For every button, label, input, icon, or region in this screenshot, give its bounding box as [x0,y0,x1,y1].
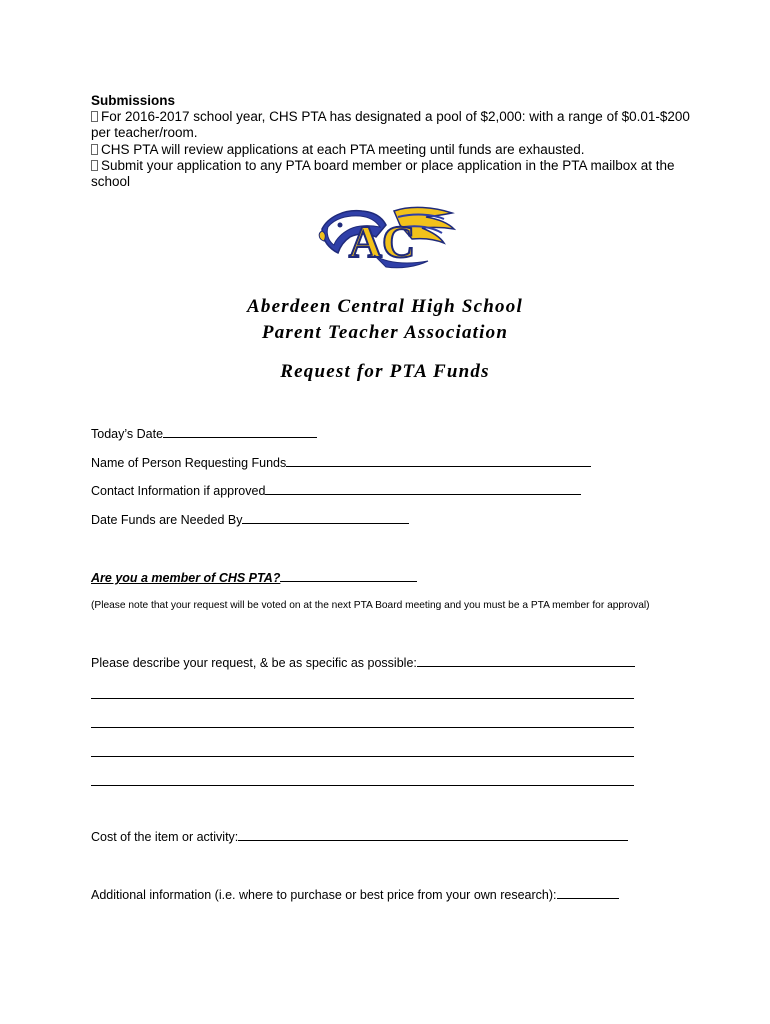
bullet-text: For 2016-2017 school year, CHS PTA has designated a pool of $2,000: with a range of $0.01-$200 per teacher/room. [91,109,690,141]
member-answer-blank[interactable] [280,580,417,582]
date-needed-blank[interactable] [242,522,409,524]
eagle-logo-icon [316,203,456,271]
additional-info-blank[interactable] [557,897,619,899]
describe-line[interactable] [91,698,634,699]
person-requesting-field[interactable] [91,456,591,470]
describe-request-label: Please describe your request, & be as specific as possible: [91,656,417,670]
school-name: Aberdeen Central High School [247,296,523,317]
describe-request-blank[interactable] [417,665,635,667]
todays-date-label: Today’s Date [91,427,164,441]
bullet-text: CHS PTA will review applications at each PTA meeting until funds are exhausted. [101,141,585,157]
describe-request-field[interactable] [91,656,635,670]
bullet-box-icon [91,160,98,171]
date-needed-field[interactable] [91,513,409,527]
person-requesting-blank[interactable] [286,465,591,467]
cost-label: Cost of the item or activity: [91,830,239,844]
bullet-box-icon [91,144,98,155]
date-needed-label: Date Funds are Needed By [91,513,243,527]
bullet-box-icon [91,111,98,122]
form-title: Request for PTA Funds [280,361,490,382]
submissions-title: Submissions [91,93,176,108]
cost-blank[interactable] [238,839,628,841]
submissions-bullet [91,109,691,141]
contact-info-label: Contact Information if approved [91,484,266,498]
additional-info-label: Additional information (i.e. where to purchase or best price from your own research): [91,888,557,902]
describe-line[interactable] [91,785,634,786]
todays-date-blank[interactable] [163,436,317,438]
logo-letters: AC [348,216,416,267]
submissions-section [91,93,691,190]
additional-info-field[interactable] [91,888,619,902]
person-requesting-label: Name of Person Requesting Funds [91,456,287,470]
submissions-bullet [91,158,691,190]
describe-line[interactable] [91,756,634,757]
member-question-label: Are you a member of CHS PTA? [91,571,281,585]
bullet-text: Submit your application to any PTA board member or place application in the PTA mailbox at the school [91,157,675,190]
member-note: (Please note that your request will be voted on at the next PTA Board meeting and you must be a PTA member for approval) [91,600,650,611]
submissions-bullet [91,142,691,158]
member-question[interactable] [91,571,417,585]
association-name: Parent Teacher Association [261,322,509,343]
contact-info-blank[interactable] [265,493,581,495]
contact-info-field[interactable] [91,484,581,498]
describe-line[interactable] [91,727,634,728]
todays-date-field[interactable] [91,427,317,441]
cost-field[interactable] [91,830,628,844]
